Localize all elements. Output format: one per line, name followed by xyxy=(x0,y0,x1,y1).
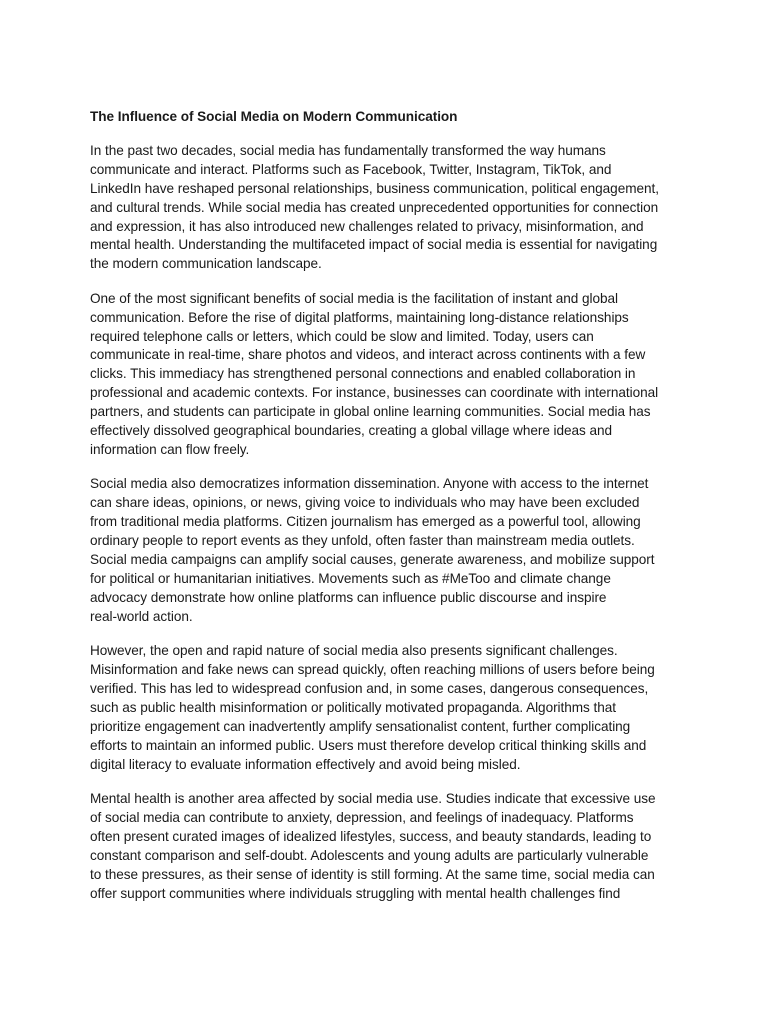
paragraph-mental-health: Mental health is another area affected by social media use. Studies indicate that excessive use of social media can contribute to anxiety, depression, and feelings of inadequacy. Platforms often present curated images of idealized lifestyles, success, and beauty standards, leading to constant comparison and self-doubt. Adolescents and young adults are particularly vulnerable to these pressures, as their sense of identity is still forming. At the same time, social media can offer support communities where individuals struggling with mental health challenges find xyxy=(90,791,656,901)
paragraph-global-communication: One of the most significant benefits of social media is the facilitation of instant and global communication. Before the rise of digital platforms, maintaining long-distance relationships required telephone calls or letters, which could be slow and limited. Today, users can communicate in real-time, share photos and videos, and interact across continents with a few clicks. This immediacy has strengthened personal connections and enabled collaboration in professional and academic contexts. For instance, businesses can coordinate with international partners, and students can participate in global online learning communities. Social media has effectively dissolved geographical boundaries, creating a global village where ideas and information can flow freely. xyxy=(90,290,659,457)
paragraph-democratization: Social media also democratizes information dissemination. Anyone with access to the internet can share ideas, opinions, or news, giving voice to individuals who may have been excluded from traditional media platforms. Citizen journalism has emerged as a powerful tool, allowing ordinary people to report events as they unfold, often faster than mainstream media outlets. Social media campaigns can amplify social causes, generate awareness, and mobilize support for political or humanitarian initiatives. Movements such as #MeToo and climate change advocacy demonstrate how online platforms can influence public discourse and inspire real-world action. xyxy=(90,476,655,624)
paragraph-misinformation: However, the open and rapid nature of social media also presents significant challenges. Misinformation and fake news can spread quickly, often reaching millions of users before being verified. This has led to widespread confusion and, in some cases, dangerous consequences, such as public health misinformation or politically motivated propaganda. Algorithms that prioritize engagement can inadvertently amplify sensationalist content, further complicating efforts to maintain an informed public. Users must therefore develop critical thinking skills and digital literacy to evaluate information effectively and avoid being misled. xyxy=(90,643,655,772)
paragraph-intro: In the past two decades, social media has fundamentally transformed the way humans communicate and interact. Platforms such as Facebook, Twitter, Instagram, TikTok, and LinkedIn have reshaped personal relationships, business communication, political engagement, and cultural trends. While social media has created unprecedented opportunities for connection and expression, it has also introduced new challenges related to privacy, misinformation, and mental health. Understanding the multifaceted impact of social media is essential for navigating the modern communication landscape. xyxy=(90,142,659,272)
document-title: The Influence of Social Media on Modern Communication xyxy=(90,109,458,124)
